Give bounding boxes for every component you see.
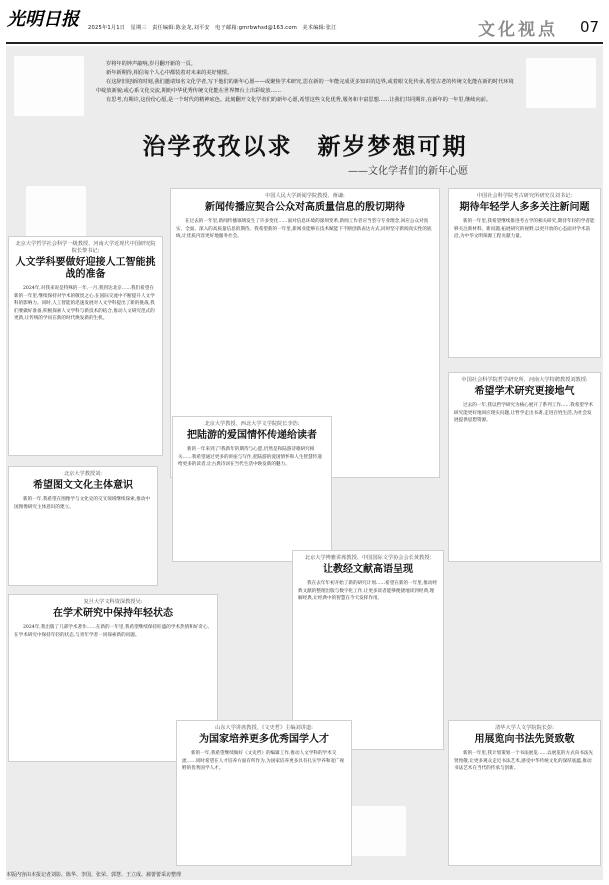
article-kicker: 北京大学哲学社会科学一级教授、河南大学近现代中国研究院院长黎书记: [15, 241, 156, 254]
issue-meta: 2025年1月1日 星期三 责任编辑:陈金龙,刘平安 电子邮箱:gmrbwhsd@163.com 美术编辑:张江 [88, 25, 337, 31]
article-body: 新的一年,我希望在图像学与文化史的交叉领域继续探索,推动中国图像研究主体意识的建立。 [14, 497, 150, 510]
article-body: 在过去的一年里,新闻传播领域发生了许多变化……面对信息环境的深刻变革,新闻工作者应当坚守专业理念,回应公众对真实、全面、深入的高质量信息的期待。我希望新的一年里,新闻业能够在技术赋能下不断创新表达方式,同时坚守新闻真实性的底线,让优质内容更好地服务社会。 [176, 219, 432, 240]
article-body: 2024年,我出版了几部学术著作……在新的一年里,我希望继续保持旺盛的学术热情和好奇心,在学术研究中保持年轻的状态,与青年学者一同探索新的问题。 [14, 625, 210, 638]
lead-paragraph: 新年新期待,相信每个人心中都装着对未来的美好憧憬。 [106, 70, 233, 76]
article-card [8, 236, 163, 456]
article-kicker: 复旦大学文科资深教授吴: [83, 599, 143, 605]
article-card [448, 188, 601, 358]
article-title: 希望学术研究更接地气 [474, 386, 575, 397]
article-body: 新的一年里,我希望继续推进考古学的相关研究,期待年轻的学者能够关注新材料、新问题,拓展研究的视野,以更开放的心态面对学术前沿,为中华文明探源工程贡献力量。 [454, 219, 595, 240]
page-subheadline: ——文化学者们的新年心愿 [348, 166, 468, 177]
article-body: 我在去年年初开始了新的研究计划……希望在新的一年里,推动经典文献的整理出版与数字化工作,让更多读者能够便捷地读到经典,理解经典,让经典中的智慧在今天发挥作用。 [298, 581, 438, 602]
article-title: 用展览向书法先贤致敬 [474, 734, 575, 745]
article-card [448, 720, 601, 866]
article-body: 2024年,对我来说是特殊的一年,一月,我到达北京……我们希望在新的一年里,继续保持对学术的敬畏之心,在国际交流中不断提升人文学科的影响力。同时,人工智能的迅速发展对人文学科提出了新的挑战,我们要做好准备,积极探索人文学科与新技术的结合,推动人文研究范式的更新,让传统的学问在新的时代焕发新的生机。 [14, 286, 155, 322]
page-headline: 治学孜孜以求 新岁梦想可期 [142, 133, 468, 160]
article-title: 期待年轻学人多多关注新问题 [459, 202, 590, 213]
page-footer-credit: 本版内容由本报记者刘影、陈华、李国、张荣、郭慧、王立成、郝蕾蕾采访整理 [6, 872, 182, 878]
article-card [176, 720, 352, 866]
page-number: 07 [580, 18, 600, 36]
masthead [0, 0, 609, 44]
article-card [8, 466, 158, 586]
article-kicker: 山东大学讲席教授、《文史哲》主编刘讲道: [215, 725, 313, 731]
lead-paragraph: 岁将年的钟声敲响,岁月翻开新的一页。 [106, 61, 196, 67]
lead-paragraph: 在这辞旧迎新的时刻,我们邀请知名文化学者,写下他们的新年心愿——或聚焦学术研究,思在新的一年能完成更多知识的边界,或着眼文化传承,希望古老的传统文化能在新的时代环境中绽放新貌;或心系文化交流,期盼中华优秀传统文化能在世界舞台上出彩绽放…… [96, 79, 514, 94]
article-body: 新的一年来到了!我新年的期待与心愿,仍然是和陆游诗歌研究相关……我希望通过更多的讲座与写作,把陆游的爱国情怀和人生智慧传递给更多的读者,让古典诗词在当代生活中焕发新的魅力。 [178, 447, 322, 468]
article-card [448, 372, 601, 562]
article-kicker: 北京大学教授刘: [63, 471, 103, 477]
article-kicker: 北京大学教授、西北大学文学院院长李浩: [204, 421, 300, 427]
article-body: 过去的一年,我以哲学研究为核心展开了系列工作……我希望学术研究能更好地回应现实问题,让哲学走出书斋,走进百姓生活,为社会发展提供思想资源。 [454, 403, 594, 424]
article-card [172, 416, 332, 562]
article-kicker: 中国社会科学院哲学研究所、河南大学特聘教授刘教授: [461, 377, 588, 383]
section-title: 文化视点 [478, 20, 558, 40]
article-body: 新的一年里,我计划策划一个书法展览……以展览的方式向书法先贤致敬,让更多观众走近书法艺术,感受中华传统文化的深厚底蕴,推动书法艺术在当代的传承与创新。 [454, 751, 594, 772]
article-title: 让教经文献高语呈现 [323, 564, 413, 575]
article-title: 人文学科要做好迎接人工智能挑战的准备 [15, 257, 156, 280]
article-kicker: 清华大学人文学院院长彭: [495, 725, 554, 731]
newspaper-logo [6, 3, 79, 33]
article-kicker: 中国社会科学院考古研究所研究员刘书记: [476, 193, 573, 199]
article-kicker: 北京大学博雅讲席教授、中国国际文学协会会长黄教授: [304, 555, 432, 561]
lead-paragraph: 有思考,有期许,这份份心愿,是一个时代的精神底色。此刻翻开文化学者们的新年心愿,希望这些文化优秀,服务和丰富思想……让我们共同期许,在新年的一年里,继续向前。 [106, 97, 492, 103]
lead-paragraphs [96, 60, 514, 105]
article-title: 在学术研究中保持年轻状态 [53, 608, 173, 619]
article-kicker: 中国人民大学新闻学院教授、蒋谦: [265, 193, 345, 199]
article-title: 为国家培养更多优秀国学人才 [199, 734, 329, 745]
article-body: 新的一年,我希望继续做好《文史哲》的编辑工作,推动人文学科的学术交流……同时希望在人才培养方面有所作为,为国家培养更多具有扎实学养和宽广视野的优秀国学人才。 [182, 751, 345, 772]
article-title: 希望图文文化主体意识 [33, 480, 133, 491]
article-title: 把陆游的爱国情怀传递给读者 [187, 430, 317, 441]
svg-text:光明日报: 光明日报 [7, 9, 79, 30]
article-title: 新闻传播应契合公众对高质量信息的殷切期待 [205, 202, 405, 213]
masthead-rule [6, 42, 603, 44]
